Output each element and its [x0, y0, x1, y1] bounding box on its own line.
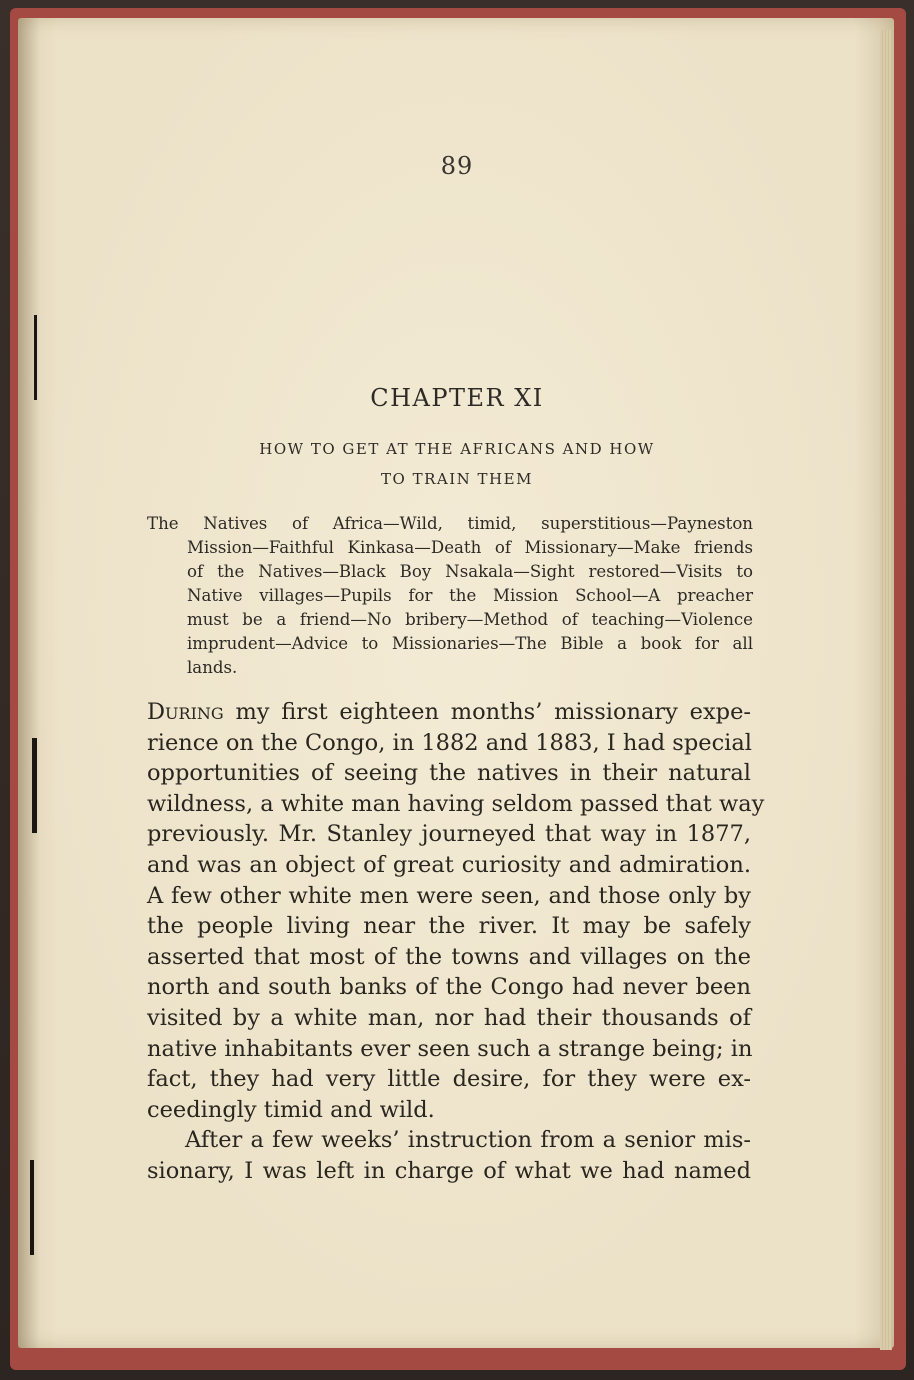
binding-shadow	[18, 18, 40, 1348]
body-line: and was an object of great curiosity and admiration.	[147, 851, 751, 878]
synopsis-line: lands.	[187, 658, 238, 677]
synopsis-line: imprudent—Advice to Missionaries—The Bible a book for all	[187, 634, 753, 653]
synopsis-line: Native villages—Pupils for the Mission School—A preacher	[187, 586, 753, 605]
chapter-title: CHAPTER XI	[370, 384, 544, 412]
synopsis-line: The Natives of Africa—Wild, timid, superstitious—Payneston	[147, 514, 753, 533]
body-line: A few other white men were seen, and those only by	[147, 882, 751, 909]
body-line: the people living near the river. It may be safely	[147, 913, 751, 940]
chapter-synopsis	[147, 512, 753, 680]
chapter-subtitle-line-2: TO TRAIN THEM	[381, 470, 533, 488]
first-line-rest: my first eighteen months’ missionary expe-	[223, 699, 751, 725]
synopsis-line: of the Natives—Black Boy Nsakala—Sight restored—Visits to	[187, 562, 753, 581]
binding-mark	[30, 1160, 34, 1255]
page-number: 89	[440, 152, 474, 180]
body-line: fact, they had very little desire, for they were ex-	[147, 1066, 751, 1093]
body-line: previously. Mr. Stanley journeyed that way in 1877,	[147, 821, 751, 848]
body-line: visited by a white man, nor had their thousands of	[147, 1004, 751, 1031]
body-line: asserted that most of the towns and villages on the	[147, 943, 751, 970]
binding-mark	[32, 738, 37, 833]
synopsis-line: must be a friend—No bribery—Method of teaching—Violence	[187, 610, 753, 629]
body-line: north and south banks of the Congo had never been	[147, 974, 751, 1001]
body-text	[147, 697, 765, 1187]
body-line: ceedingly timid and wild.	[147, 1096, 435, 1123]
page-edges	[880, 30, 892, 1350]
body-line	[147, 697, 751, 728]
body-line: After a few weeks’ instruction from a senior mis-	[185, 1127, 751, 1154]
body-line: wildness, a white man having seldom passed that way	[147, 790, 765, 817]
body-line: native inhabitants ever seen such a strange being; in	[147, 1035, 753, 1062]
synopsis-line: Mission—Faithful Kinkasa—Death of Missionary—Make friends	[187, 538, 753, 557]
body-line: sionary, I was left in charge of what we had named	[147, 1157, 751, 1184]
chapter-subtitle-line-1: HOW TO GET AT THE AFRICANS AND HOW	[259, 440, 655, 458]
body-line: rience on the Congo, in 1882 and 1883, I had special	[147, 729, 752, 756]
body-line: opportunities of seeing the natives in their natural	[147, 760, 751, 787]
dropcap-word: During	[147, 699, 224, 725]
